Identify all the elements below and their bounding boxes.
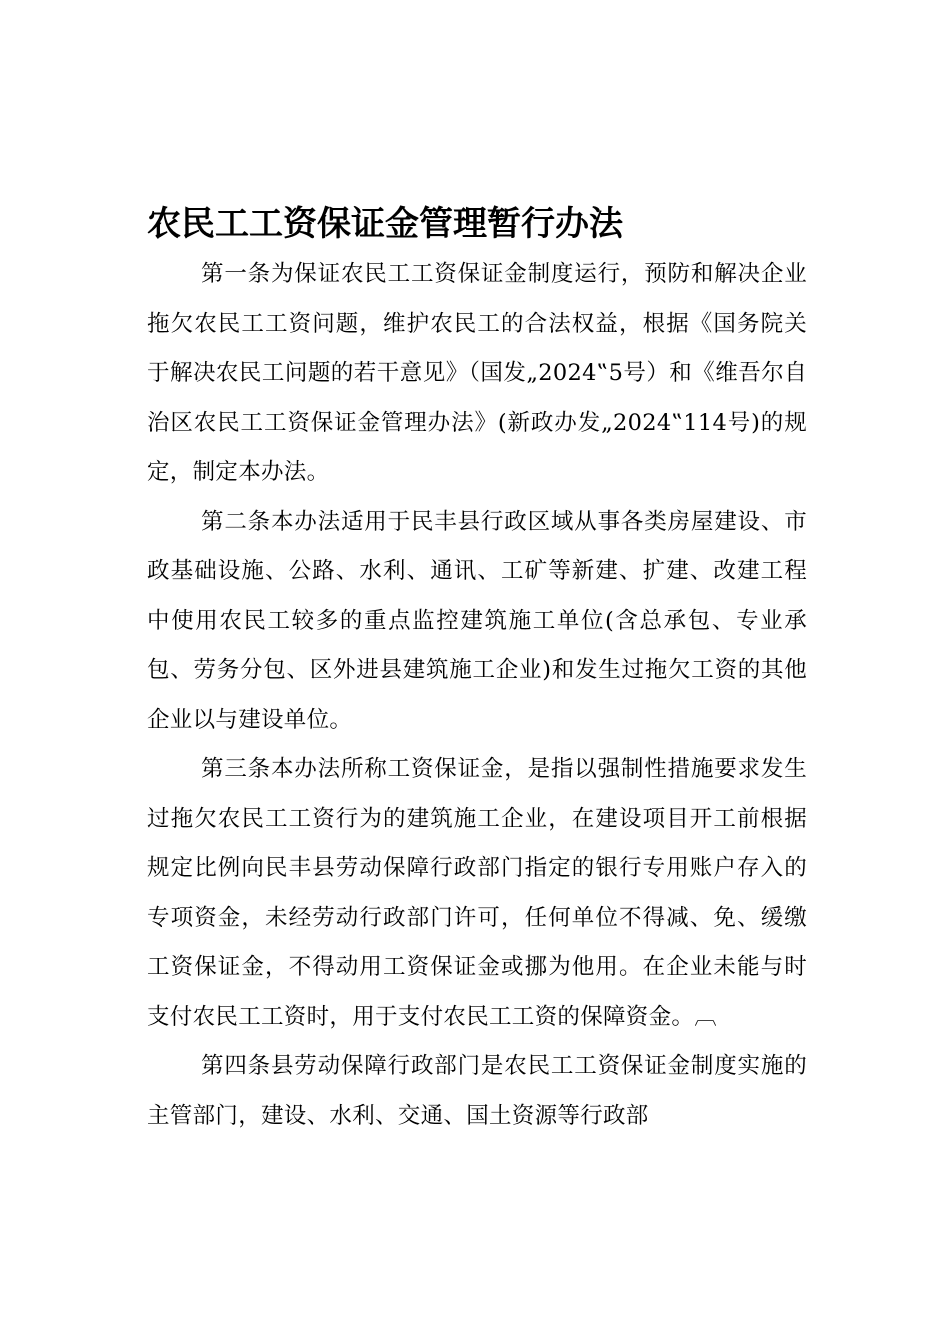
document-title: 农民工工资保证金管理暂行办法 xyxy=(147,204,623,244)
paragraph-article-2: 第二条本办法适用于民丰县行政区域从事各类房屋建设、市政基础设施、公路、水利、通讯、工矿等新建、扩建、改建工程中使用农民工较多的重点监控建筑施工单位(含总承包、专业承包、劳务分包、区外进县建筑施工企业)和发生过拖欠工资的其他企业以与建设单位。 xyxy=(147,508,807,733)
document-body xyxy=(147,250,807,1141)
paragraph-article-3: 第三条本办法所称工资保证金，是指以强制性措施要求发生过拖欠农民工工资行为的建筑施工企业，在建设项目开工前根据规定比例向民丰县劳动保障行政部门指定的银行专用账户存入的专项资金，未经劳动行政部门许可，任何单位不得减、免、缓缴工资保证金，不得动用工资保证金或挪为他用。在企业未能与时支付农民工工资时，用于支付农民工工资的保障资金。︹ xyxy=(147,756,807,1030)
paragraph-article-4: 第四条县劳动保障行政部门是农民工工资保证金制度实施的主管部门，建设、水利、交通、国土资源等行政部 xyxy=(147,1053,807,1129)
paragraph-article-1: 第一条为保证农民工工资保证金制度运行，预防和解决企业拖欠农民工工资问题，维护农民工的合法权益，根据《国务院关于解决农民工问题的若干意见》（国发„2024‟5号）和《维吾尔自治区农民工工资保证金管理办法》(新政办发„2024‟114号)的规定，制定本办法。 xyxy=(147,261,807,485)
